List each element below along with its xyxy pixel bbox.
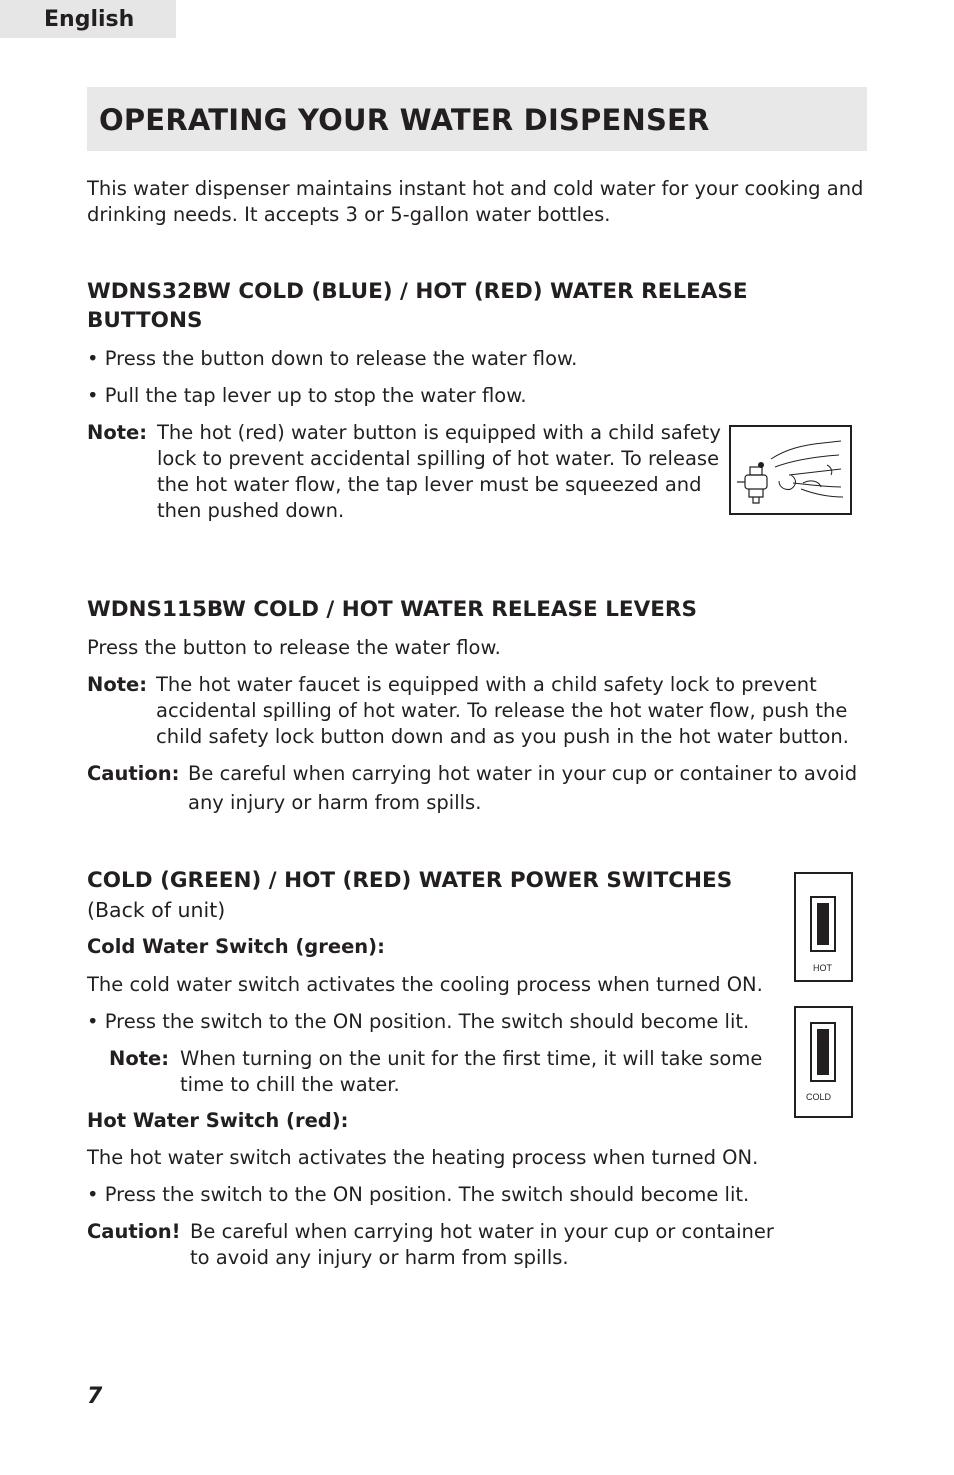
section1-bullet-2: • Pull the tap lever up to stop the water flow.	[87, 384, 527, 407]
section3-note	[109, 1046, 763, 1102]
note-line: time to chill the water.	[180, 1073, 400, 1096]
intro-line-1: This water dispenser maintains instant hot and cold water for your cooking and	[87, 177, 864, 200]
note-line: lock to prevent accidental spilling of hot water. To release	[157, 447, 720, 470]
cold-rocker-pad	[817, 1029, 829, 1075]
caution-line: to avoid any injury or harm from spills.	[190, 1246, 569, 1269]
note-label: Note:	[87, 673, 148, 696]
section3-subheading: (Back of unit)	[87, 898, 226, 922]
cold-switch-title: Cold Water Switch (green):	[87, 935, 385, 958]
caution-label: Caution:	[87, 762, 180, 785]
title-bar	[87, 87, 867, 151]
note-line: accidental spilling of hot water. To release the hot water flow, push the	[156, 699, 848, 722]
caution-line: Be careful when carrying hot water in your cup or container	[190, 1220, 774, 1243]
section1-note	[87, 420, 721, 530]
cold-rocker-switch-icon	[810, 1022, 836, 1082]
page-title: OPERATING YOUR WATER DISPENSER	[99, 103, 710, 137]
hot-switch-bullet: • Press the switch to the ON position. The switch should become lit.	[87, 1183, 750, 1206]
note-line: The hot (red) water button is equipped with a child safety	[157, 421, 721, 444]
language-tab: English	[0, 0, 176, 38]
intro-line-2: drinking needs. It accepts 3 or 5-gallon water bottles.	[87, 203, 611, 226]
section1-heading-line-2: BUTTONS	[87, 308, 203, 333]
cold-switch-text: The cold water switch activates the cooling process when turned ON.	[87, 973, 763, 996]
section2-caution	[87, 761, 867, 821]
section2-heading: WDNS115BW COLD / HOT WATER RELEASE LEVERS	[87, 597, 697, 622]
section1-bullet-1: • Press the button down to release the water flow.	[87, 347, 578, 370]
note-line: The hot water faucet is equipped with a child safety lock to prevent	[156, 673, 817, 696]
section2-text: Press the button to release the water flow.	[87, 636, 501, 659]
section1-heading-line-1: WDNS32BW COLD (BLUE) / HOT (RED) WATER RELEASE	[87, 279, 748, 304]
caution-line: Be careful when carrying hot water in your cup or container to avoid	[188, 762, 858, 785]
note-line: the hot water flow, the tap lever must be squeezed and	[157, 473, 702, 496]
hot-switch-title: Hot Water Switch (red):	[87, 1109, 349, 1132]
note-line: then pushed down.	[157, 499, 345, 522]
hot-switch-diagram	[794, 872, 853, 982]
faucet-illustration	[729, 425, 852, 515]
hot-rocker-pad	[817, 903, 829, 945]
cold-switch-diagram	[794, 1006, 853, 1118]
hot-switch-text: The hot water switch activates the heating process when turned ON.	[87, 1146, 759, 1169]
caution-line: any injury or harm from spills.	[188, 791, 482, 814]
hot-switch-label: HOT	[813, 963, 832, 973]
hand-squeezing-tap-icon	[731, 427, 850, 513]
section3-caution	[87, 1219, 777, 1275]
caution-label: Caution!	[87, 1220, 181, 1243]
note-line: child safety lock button down and as you push in the hot water button.	[156, 725, 849, 748]
note-label: Note:	[87, 421, 148, 444]
section3-heading: COLD (GREEN) / HOT (RED) WATER POWER SWITCHES	[87, 868, 733, 893]
section2-note	[87, 672, 867, 752]
page-number: 7	[87, 1384, 103, 1409]
note-line: When turning on the unit for the first time, it will take some	[180, 1047, 763, 1070]
cold-switch-bullet: • Press the switch to the ON position. The switch should become lit.	[87, 1010, 750, 1033]
hot-rocker-switch-icon	[810, 896, 836, 952]
note-label: Note:	[109, 1047, 170, 1070]
cold-switch-label: COLD	[806, 1092, 832, 1102]
